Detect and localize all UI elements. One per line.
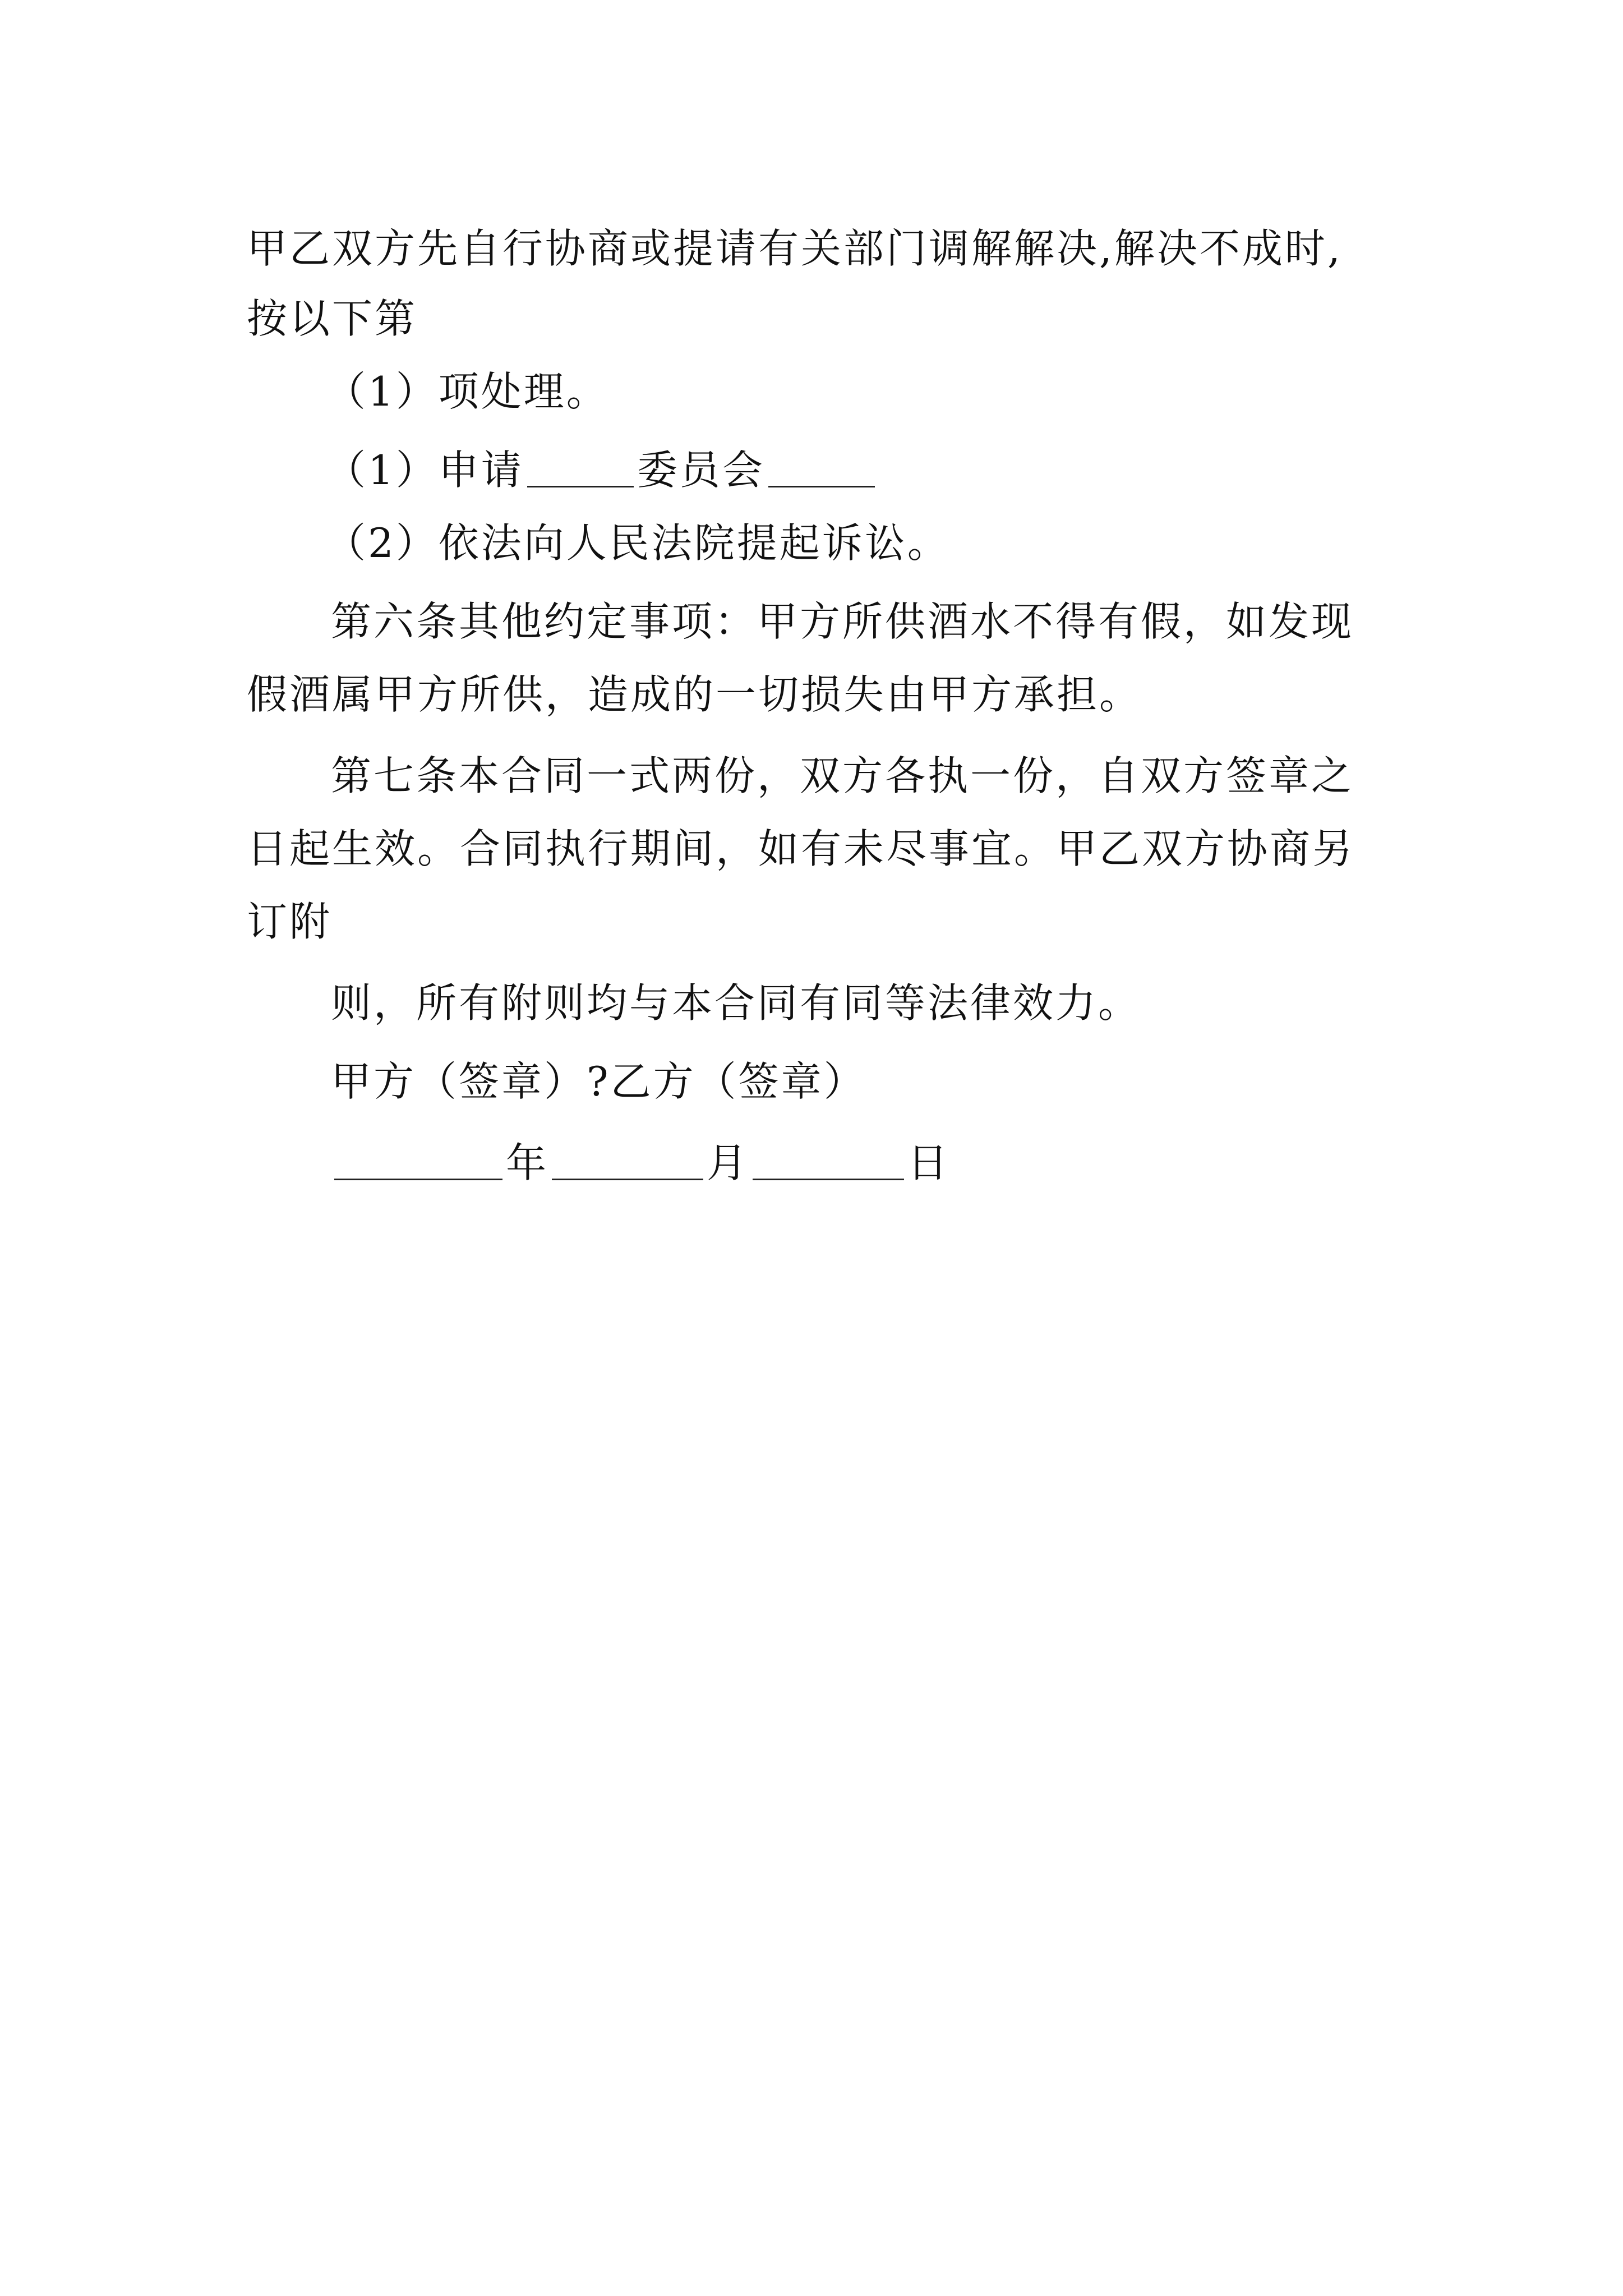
arbitration-clause <box>325 443 878 497</box>
blank-field <box>753 1143 904 1180</box>
date-line <box>331 1136 950 1190</box>
paragraph-line: 则，所有附则均与本合同有同等法律效力。 <box>331 979 1141 1027</box>
blank-field <box>527 450 634 487</box>
year-label: 年 <box>506 1139 549 1186</box>
paragraph-line: 按以下第 <box>247 295 418 342</box>
day-label: 日 <box>907 1139 951 1186</box>
paragraph-line: 日起生效。合同执行期间，如有未尽事宜。甲乙双方协商另 <box>247 825 1355 872</box>
paragraph-line: 订附 <box>247 898 333 945</box>
signature-line: 甲方（签章）?乙方（签章） <box>331 1058 866 1105</box>
clause-item: （2）依法向人民法院提起诉讼。 <box>325 519 950 567</box>
paragraph-line: 甲乙双方先自行协商或提请有关部门调解解决,解决不成时, <box>247 225 1343 272</box>
paragraph-line: 第七条本合同一式两份，双方各执一份，自双方签章之 <box>331 752 1354 799</box>
blank-field <box>334 1143 502 1180</box>
month-label: 月 <box>707 1139 750 1186</box>
arbitration-prefix: （1）申请 <box>325 447 524 494</box>
paragraph-line: 第六条其他约定事项：甲方所供酒水不得有假，如发现 <box>331 598 1354 645</box>
clause-item: （1）项处理。 <box>325 368 609 415</box>
arbitration-committee: 委员会 <box>637 447 765 494</box>
blank-field <box>552 1143 703 1180</box>
blank-field <box>768 450 875 487</box>
paragraph-line: 假酒属甲方所供，造成的一切损失由甲方承担。 <box>247 671 1142 718</box>
